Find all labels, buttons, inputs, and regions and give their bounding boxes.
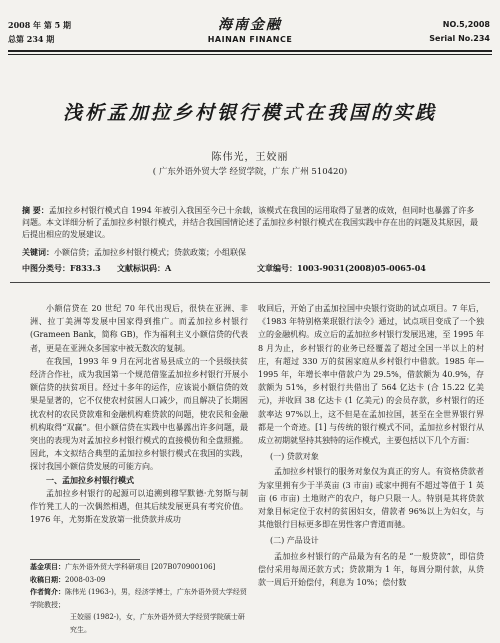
author-bio-1: 陈伟光 (1963-)，男，经济学博士，广东外语外贸大学经贸学院教授； [30, 588, 247, 609]
body-paragraph: 孟加拉乡村银行的产品最为有名的是 “一般贷款”，即信贷偿付采用每周还款方式；贷款期为 1 年，每周分期付款，从贷款一周后开始偿付，利息为 10%；偿付数 [258, 551, 484, 588]
body-paragraph: 收回后，开始了由孟加拉国中央银行资助的试点项目。7 年后，《1983 年特别格莱珉银行法令》通过，试点项目变成了一个独立的金融机构。成立后的孟加拉乡村银行发展迅速，至 1995 年 8 月为止，乡村银行的业务已经覆盖了超过全国一半以上的村庄，有超过 330 万的贫困家庭从乡村银行中借款。1985 年—1995 年，年增长率中借款户为 29.5%，借款额为 40.9%，存款额为 51%，乡村银行共借出了 564 亿达卡 (合 15.22 亿美元)，并收回 38 亿达卡 (1 亿美元) 的会员存款，乡村银行的还款率达 97%以上，这不但是在孟加拉国，甚至在全世界银行界都是一个奇迹。[1] 与传统的银行模式不同，孟加拉乡村银行从成立初期就坚持其独特的运作模式，主要包括以下几个方面： [258, 304, 484, 446]
article-title: 浅析孟加拉乡村银行模式在我国的实践 [62, 102, 437, 124]
issue-number-en: NO.5,2008 [442, 20, 490, 29]
author-affiliation: ( 广东外语外贸大学 经贸学院，广东 广州 510420) [152, 167, 348, 177]
journal-logo: 海南金融 [218, 17, 282, 33]
classification-row [22, 262, 480, 275]
article-number: 文章编号：1003-9031(2008)05-0065-04 [257, 263, 426, 273]
funding-label: 基金项目： [30, 562, 65, 571]
article-authors: 陈伟光，王姣丽 [211, 152, 289, 163]
funding-note [30, 561, 248, 574]
received-date [30, 574, 248, 587]
serial-number-en: Serial No.234 [429, 34, 490, 43]
subsection-heading: (二) 产品设计 [270, 536, 319, 546]
author-bio [30, 586, 248, 611]
issue-number-cn: 2008 年 第 5 期 [8, 20, 71, 30]
abstract-label: 摘 要： [22, 205, 49, 215]
header-rule-thick [8, 50, 492, 52]
header-rule-thin [8, 54, 492, 55]
journal-masthead [170, 14, 330, 44]
document-code: 文献标识码：A [117, 263, 172, 273]
abstract-text: 孟加拉乡村银行模式自 1994 年被引入我国至今已十余载，该模式在我国的运用取得了显著的成效，但同时也暴露了许多问题。本文详细分析了孟加拉乡村银行模式，并结合我国国情论述了孟加拉乡村银行模式在我国实践中存在出的问题及其原因，最后提出相应的发展建议。 [22, 206, 478, 239]
abstract [22, 204, 480, 241]
body-paragraph: 孟加拉乡村银行的起源可以追溯到穆罕默德·尤努斯与制作竹凳工人的一次偶然相遇，但其后续发展更具有考究价值。1976 年，尤努斯在发放第一批贷款并成功 [30, 488, 248, 525]
section-heading: 一、孟加拉乡村银行模式 [46, 474, 134, 485]
body-paragraph: 在我国，1993 年 9 月在河北省易县成立的一个县级扶贫经济合作社，成为我国第一个规范借鉴孟加拉乡村银行开展小额信贷的扶贫项目。经过十多年的运作，应该说小额信贷的效果是显著的，它不仅使农村贫困人口减少，而且解决了长期困扰农村的农民贷款难和金融机构难贷款的问题，使农民和金融机构取得“双赢”。但小额信贷在实践中也暴露出许多问题，最突出的表现为对孟加拉乡村银行模式的直接模仿和全盘照搬。因此，本文拟结合典型的孟加拉乡村银行模式在我国的实践，探讨我国小额信贷发展的可能方向。 [30, 356, 248, 472]
subsection-heading: (一) 贷款对象 [270, 452, 319, 462]
author-bio-label: 作者简介： [30, 587, 65, 596]
serial-number-cn: 总第 234 期 [8, 34, 55, 44]
abstract-separator [10, 282, 490, 283]
issue-info-cn [8, 18, 71, 46]
keywords [22, 246, 480, 259]
keywords-label: 关键词： [22, 247, 54, 257]
body-paragraph: 小额信贷在 20 世纪 70 年代出现后，很快在亚洲、非洲、拉丁美洲等发展中国家得到推广。而孟加拉乡村银行(Grameen Bank，简称 GB)，作为福利主义小额信贷的代表者，更是在亚洲众多国家中被无数次的复制。 [30, 304, 248, 353]
body-column-right [258, 302, 484, 640]
received-text: 2008-03-09 [65, 575, 106, 584]
received-label: 收稿日期： [30, 574, 65, 584]
body-column-left [30, 302, 248, 538]
issue-info-en [429, 18, 490, 46]
keywords-text: 小额信贷；孟加拉乡村银行模式；贷款政策；小组联保 [54, 248, 246, 257]
footnote-rule [30, 559, 140, 560]
author-bio-2: 王姣丽 (1982-)，女，广东外语外贸大学经贸学院硕士研究生。 [70, 613, 245, 634]
funding-text: 广东外语外贸大学科研项目 [207B070900106] [65, 563, 216, 571]
class-number: 中图分类号：F833.3 [22, 263, 101, 273]
body-paragraph: 孟加拉乡村银行的服务对象仅为真正的穷人。有资格贷款者为家里拥有少于半英亩 (3 市亩) 或家中拥有不超过等值于 1 英亩 (6 市亩) 土地财产的农户，每户只限一人。特别是其将贷款对象目标定位于农村的贫困妇女，借款者 96%以上为妇女，与其他银行目标更多即在男性客户背道而驰。 [258, 467, 484, 530]
journal-name-en: HAINAN FINANCE [207, 35, 293, 44]
footnote [30, 561, 248, 636]
